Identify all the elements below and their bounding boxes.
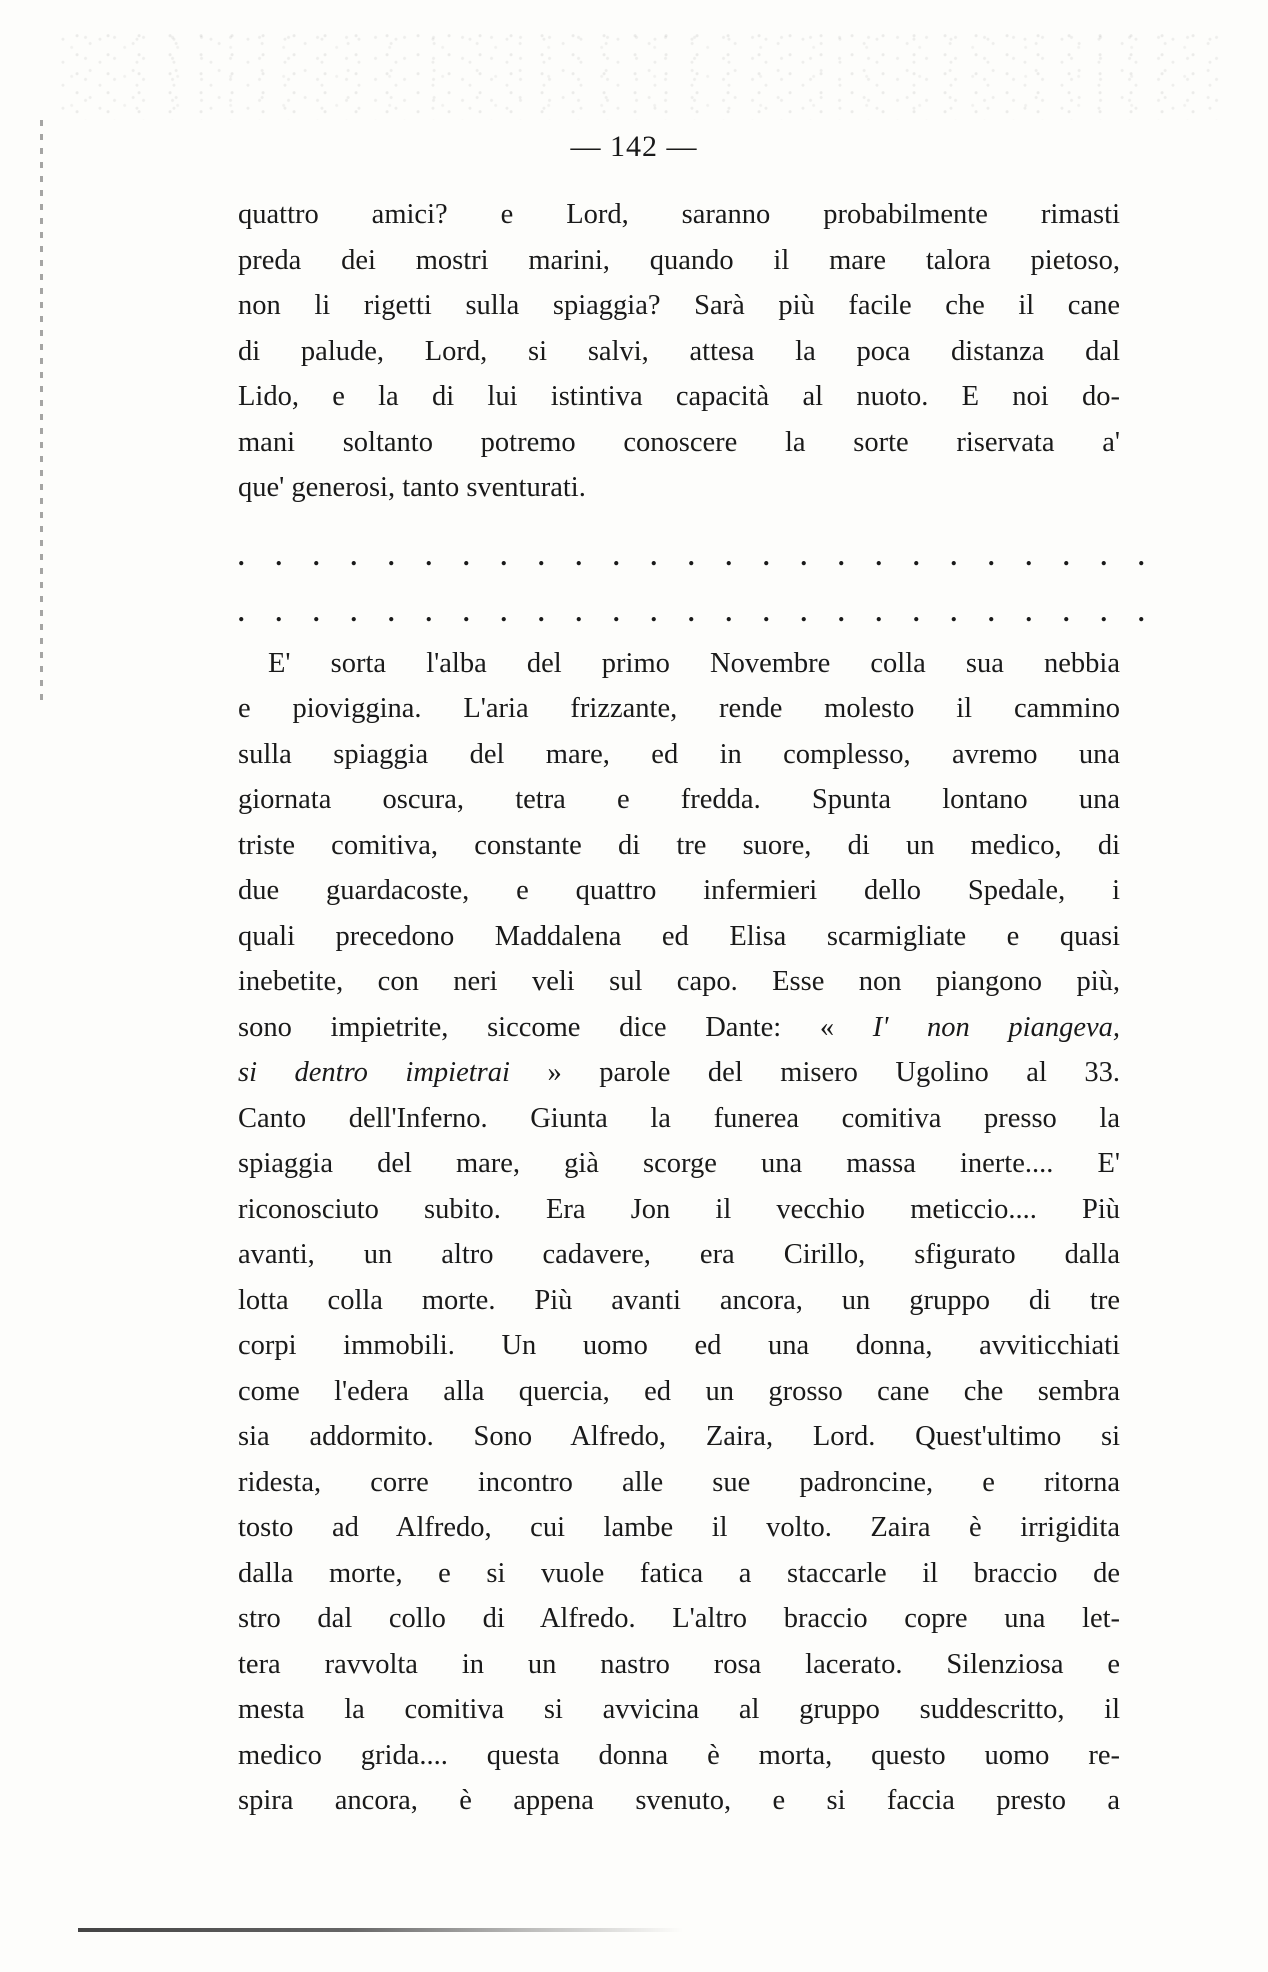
dot: . [725, 597, 732, 627]
dot: . [838, 541, 845, 571]
dot: . [425, 597, 432, 627]
text-line: dalla morte, e si vuole fatica a staccarle il braccio de [238, 1557, 1120, 1589]
text-segment: sono impietrite, siccome dice Dante: « [238, 1011, 835, 1043]
paragraph-1 [238, 192, 1120, 511]
dot: . [275, 541, 282, 571]
dot: . [763, 597, 770, 627]
dot: . [500, 541, 507, 571]
dot: . [1063, 541, 1070, 571]
dot: . [1138, 597, 1145, 627]
dot: . [950, 541, 957, 571]
text-line [238, 1050, 1120, 1096]
dot: . [725, 541, 732, 571]
dot: . [838, 597, 845, 627]
section-gap [238, 511, 1120, 529]
dot: . [388, 597, 395, 627]
dot: . [313, 541, 320, 571]
text-line: non li rigetti sulla spiaggia? Sarà più facile che il cane [238, 290, 1120, 321]
text-line: corpi immobili. Un uomo ed una donna, avviticchiati [238, 1330, 1120, 1361]
text-line: tera ravvolta in un nastro rosa lacerato. Silenziosa e [238, 1648, 1120, 1680]
bottom-scan-rule [78, 1928, 683, 1932]
dot: . [800, 541, 807, 571]
text-line: come l'edera alla quercia, ed un grosso cane che sembra [238, 1375, 1120, 1407]
dot: . [688, 541, 695, 571]
page-body [238, 192, 1145, 1824]
dante-quote: si dentro impietrai [238, 1057, 510, 1088]
dot: . [350, 597, 357, 627]
dot: . [613, 541, 620, 571]
text-line: quali precedono Maddalena ed Elisa scarmigliate e quasi [238, 920, 1120, 952]
text-line: que' generosi, tanto sventurati. [238, 472, 586, 503]
dot: . [575, 541, 582, 571]
text-line: mani soltanto potremo conoscere la sorte riservata a' [238, 426, 1120, 458]
text-line [238, 1005, 1120, 1051]
dante-quote: I' non piangeva, [872, 1011, 1121, 1043]
dot: . [425, 541, 432, 571]
text-line: spira ancora, è appena svenuto, e si faccia presto a [238, 1785, 1120, 1816]
text-line: preda dei mostri marini, quando il mare talora pietoso, [238, 244, 1120, 276]
text-line: quattro amici? e Lord, saranno probabilmente rimasti [238, 199, 1120, 230]
text-line: Canto dell'Inferno. Giunta la funerea comitiva presso la [238, 1102, 1120, 1134]
text-line: triste comitiva, constante di tre suore, di un medico, di [238, 829, 1120, 861]
dot: . [650, 597, 657, 627]
dot: . [538, 541, 545, 571]
dot: . [800, 597, 807, 627]
dot: . [875, 597, 882, 627]
dot: . [875, 541, 882, 571]
page-number: — 142 — [570, 130, 698, 163]
dot: . [913, 541, 920, 571]
dot: . [313, 597, 320, 627]
text-segment: » parole del misero Ugolino al 33. [547, 1057, 1121, 1088]
text-line: mesta la comitiva si avvicina al gruppo suddescritto, il [238, 1694, 1120, 1725]
text-line: tosto ad Alfredo, cui lambe il volto. Zaira è irrigidita [238, 1512, 1120, 1543]
dot: . [350, 541, 357, 571]
dot: . [950, 597, 957, 627]
dot-separator [238, 585, 1145, 641]
dot: . [613, 597, 620, 627]
dot: . [1138, 541, 1145, 571]
dot: . [1025, 541, 1032, 571]
dot: . [913, 597, 920, 627]
text-line: avanti, un altro cadavere, era Cirillo, sfigurato dalla [238, 1239, 1120, 1270]
text-line: sulla spiaggia del mare, ed in complesso, avremo una [238, 738, 1120, 770]
dot: . [988, 541, 995, 571]
text-line: riconosciuto subito. Era Jon il vecchio meticcio.... Più [238, 1193, 1120, 1225]
text-line: medico grida.... questa donna è morta, questo uomo re- [238, 1739, 1120, 1771]
text-line: lotta colla morte. Più avanti ancora, un gruppo di tre [238, 1284, 1120, 1316]
dot: . [238, 597, 245, 627]
dot: . [275, 597, 282, 627]
dot: . [500, 597, 507, 627]
scan-noise [60, 30, 1220, 120]
dot: . [1063, 597, 1070, 627]
dot: . [763, 541, 770, 571]
dot: . [388, 541, 395, 571]
dot: . [650, 541, 657, 571]
text-line: sia addormito. Sono Alfredo, Zaira, Lord. Quest'ultimo si [238, 1421, 1120, 1452]
text-line: Lido, e la di lui istintiva capacità al nuoto. E noi do- [238, 381, 1120, 412]
dot: . [688, 597, 695, 627]
dot: . [1100, 541, 1107, 571]
dot: . [575, 597, 582, 627]
dot: . [463, 541, 470, 571]
text-line: e pioviggina. L'aria frizzante, rende molesto il cammino [238, 693, 1120, 724]
text-line: di palude, Lord, si salvi, attesa la poca distanza dal [238, 335, 1120, 367]
dot-separator [238, 529, 1145, 585]
dot: . [988, 597, 995, 627]
text-line: stro dal collo di Alfredo. L'altro braccio copre una let- [238, 1603, 1120, 1634]
dot: . [1100, 597, 1107, 627]
dot: . [238, 541, 245, 571]
dot: . [538, 597, 545, 627]
page-edge-shadow [40, 120, 43, 700]
text-line: giornata oscura, tetra e fredda. Spunta lontano una [238, 784, 1120, 815]
text-line: E' sorta l'alba del primo Novembre colla sua nebbia [268, 647, 1120, 679]
text-line: ridesta, corre incontro alle sue padroncine, e ritorna [238, 1466, 1120, 1498]
dot: . [1025, 597, 1032, 627]
dot: . [463, 597, 470, 627]
paragraph-2 [238, 641, 1120, 1824]
text-line: due guardacoste, e quattro infermieri dello Spedale, i [238, 875, 1120, 906]
text-line: inebetite, con neri veli sul capo. Esse non piangono più, [238, 966, 1120, 997]
text-line: spiaggia del mare, già scorge una massa inerte.... E' [238, 1148, 1120, 1179]
